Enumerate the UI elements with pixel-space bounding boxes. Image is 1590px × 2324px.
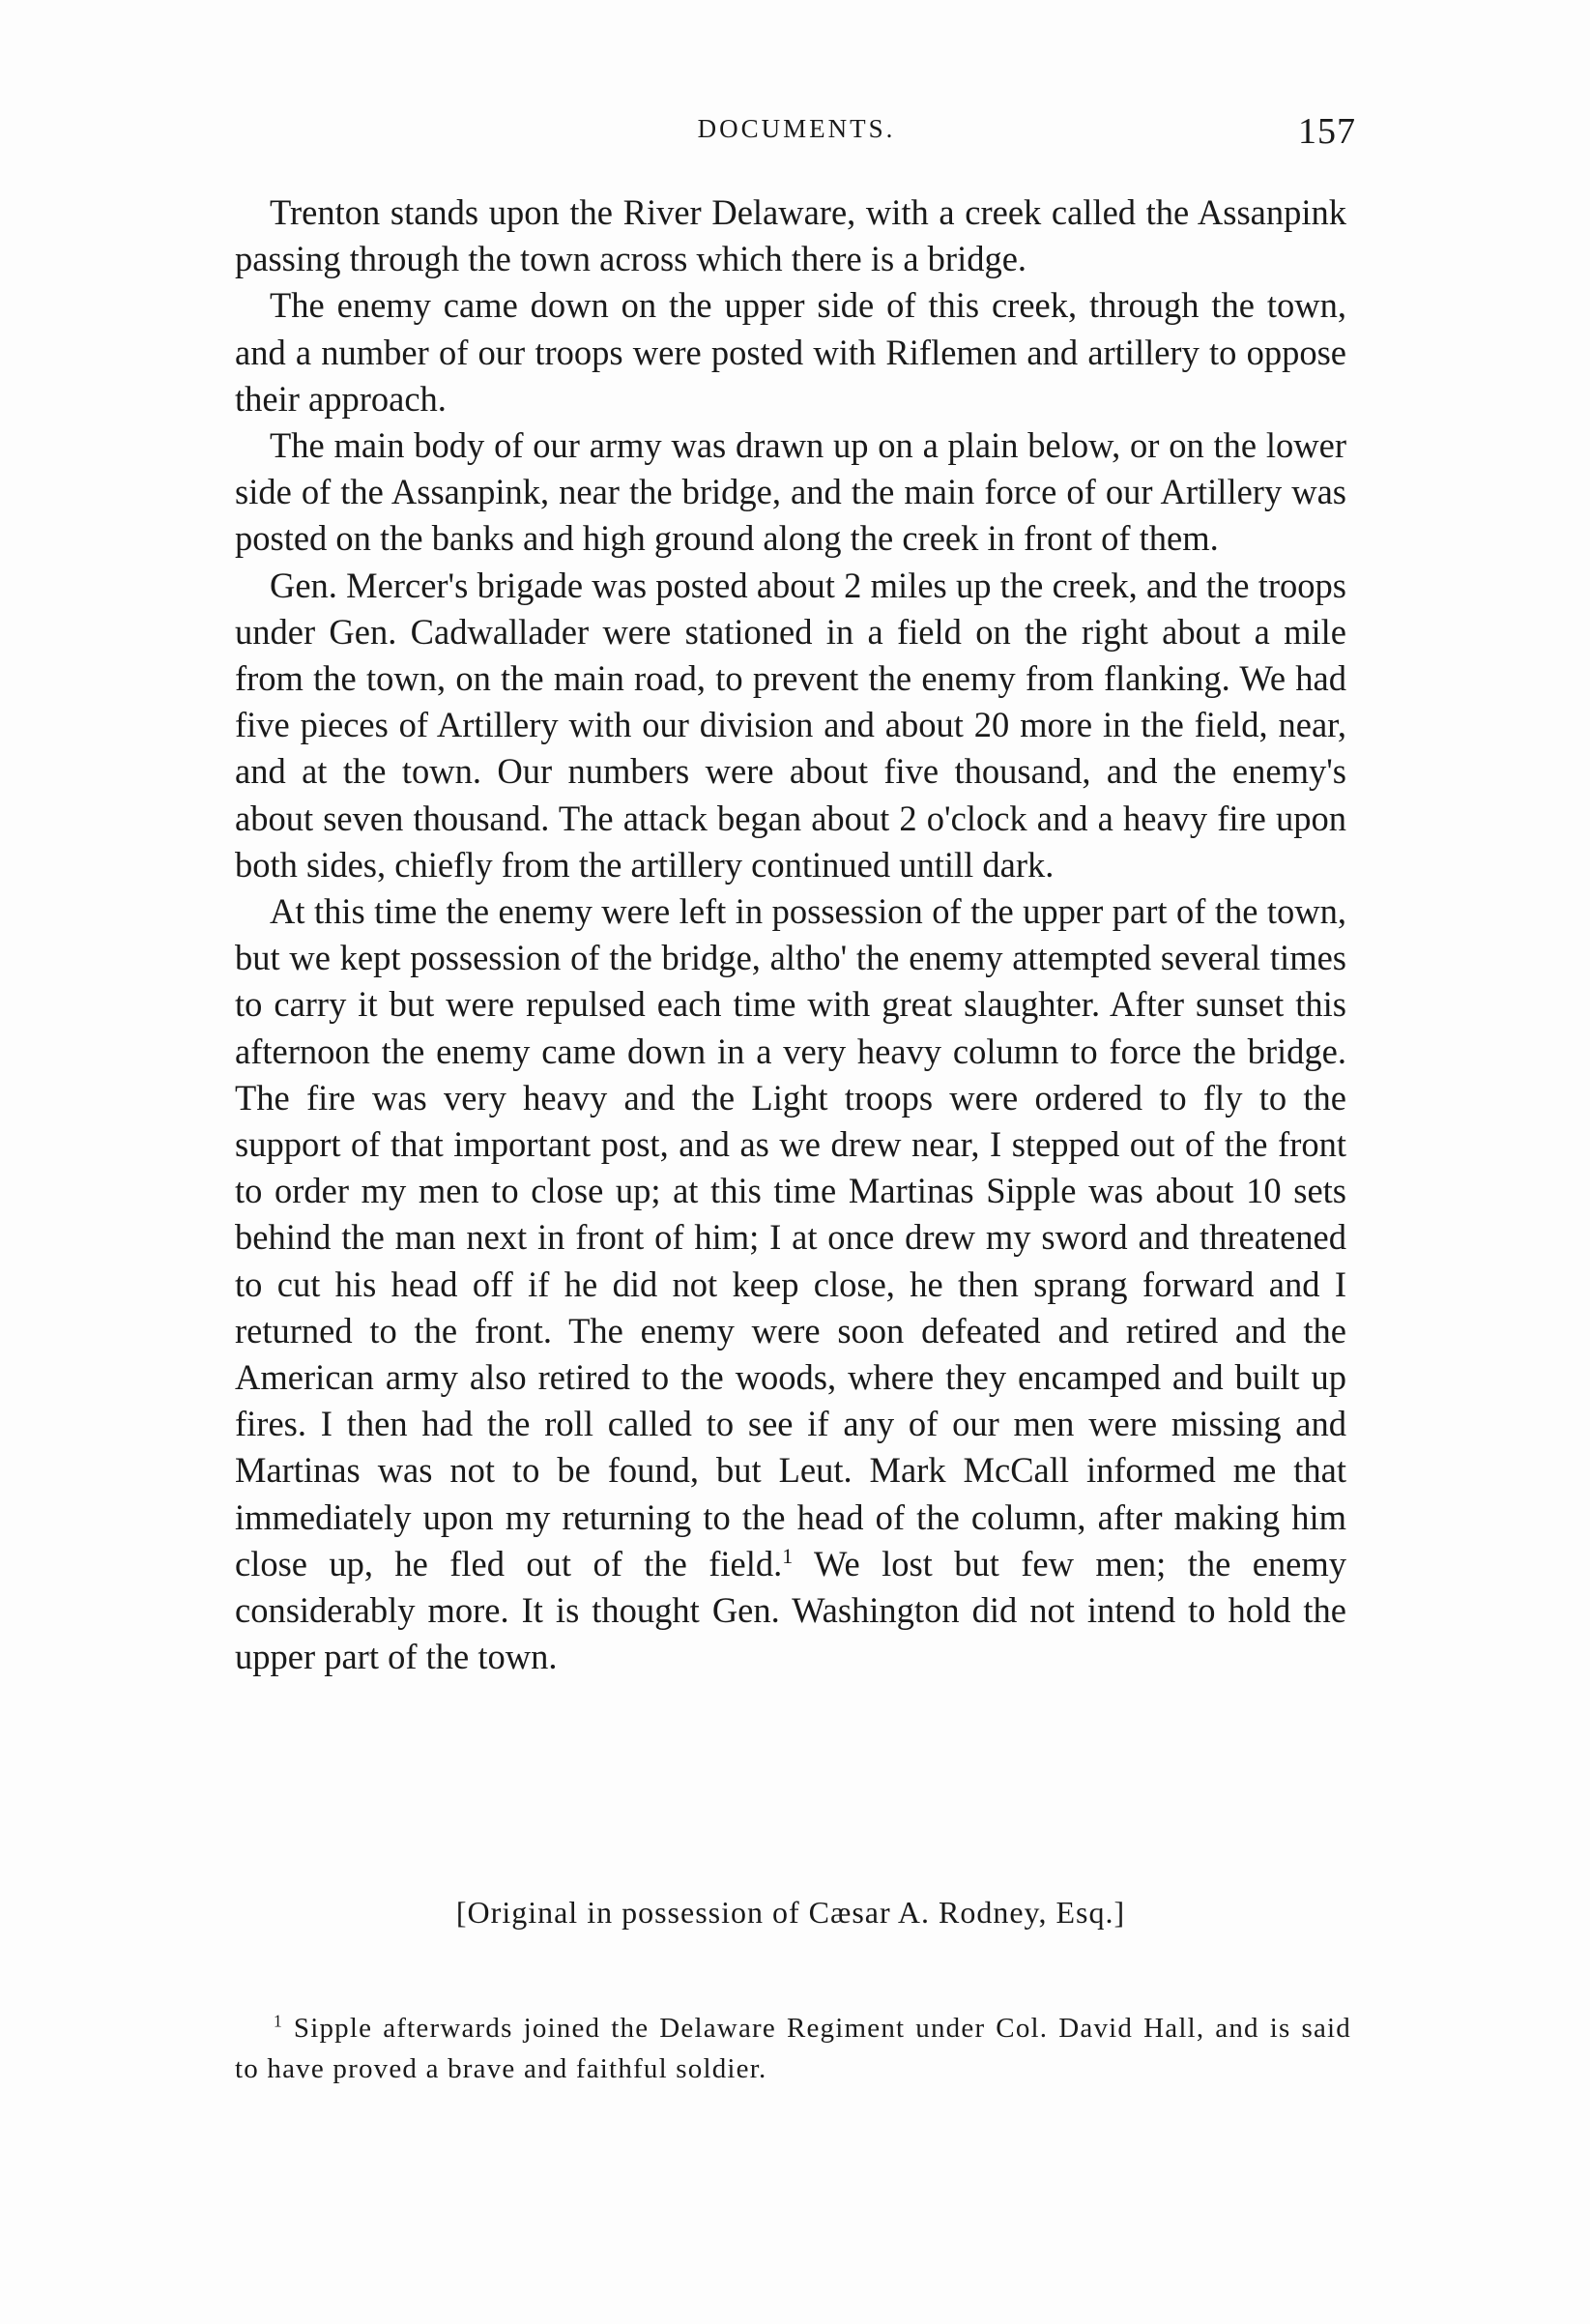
footnote-marker: 1 [274, 2011, 283, 2031]
running-title: DOCUMENTS. [697, 114, 896, 143]
footnote-text: Sipple afterwards joined the Delaware Regiment under Col. David Hall, and is said to have proved a brave and faithful soldier. [235, 2013, 1351, 2084]
paragraph-5 [235, 888, 1346, 1680]
source-note: [Original in possession of Cæsar A. Rodney, Esq.] [455, 1895, 1126, 1930]
footnote [235, 2008, 1351, 2089]
paragraph-5-text: At this time the enemy were left in possession of the upper part of the town, but we kept possession of the bridge, altho' the enemy attempted several times to carry it but were repulsed each time with great slaughter. After sunset this afternoon the enemy came down in a very heavy column to force the bridge. The fire was very heavy and the Light troops were ordered to fly to the support of that important post, and as we drew near, I stepped out of the front to order my men to close up; at this time Martinas Sipple was about 10 sets behind the man next in front of him; I at once drew my sword and threatened to cut his head off if he did not keep close, he then sprang forward and I returned to the front. The enemy were soon defeated and retired and the American army also retired to the woods, where they encamped and built up fires. I then had the roll called to see if any of our men were missing and Martinas was not to be found, but Leut. Mark McCall informed me that immediately upon my returning to the head of the column, after making him close up, he fled out of the field. [235, 891, 1346, 1583]
running-head [237, 111, 1356, 157]
paragraph-4: Gen. Mercer's brigade was posted about 2 miles up the creek, and the troops under Gen. Cadwallader were stationed in a field on the right about a mile from the town, on the main road, to prevent the enemy from flanking. We had five pieces of Artillery with our division and about 20 more in the field, near, and at the town. Our numbers were about five thousand, and the enemy's about seven thousand. The attack began about 2 o'clock and a heavy fire upon both sides, chiefly from the artillery continued untill dark. [235, 565, 1346, 885]
paragraph-3: The main body of our army was drawn up on a plain below, or on the lower side of the Assanpink, near the bridge, and the main force of our Artillery was posted on the banks and high ground along the creek in front of them. [235, 425, 1346, 559]
paragraph-1: Trenton stands upon the River Delaware, with a creek called the Assanpink passing through the town across which there is a bridge. [235, 192, 1346, 279]
paragraph-2: The enemy came down on the upper side of this creek, through the town, and a number of our troops were posted with Riflemen and artillery to oppose their approach. [235, 285, 1346, 419]
paragraph-5-tail: We lost but few men; the enemy considerably more. It is thought Gen. Washington did not intend to hold the upper part of the town. [235, 1543, 1347, 1677]
footnote-reference-mark: 1 [782, 1543, 794, 1568]
body-text [235, 189, 1346, 1681]
page-number: 157 [1298, 111, 1356, 152]
